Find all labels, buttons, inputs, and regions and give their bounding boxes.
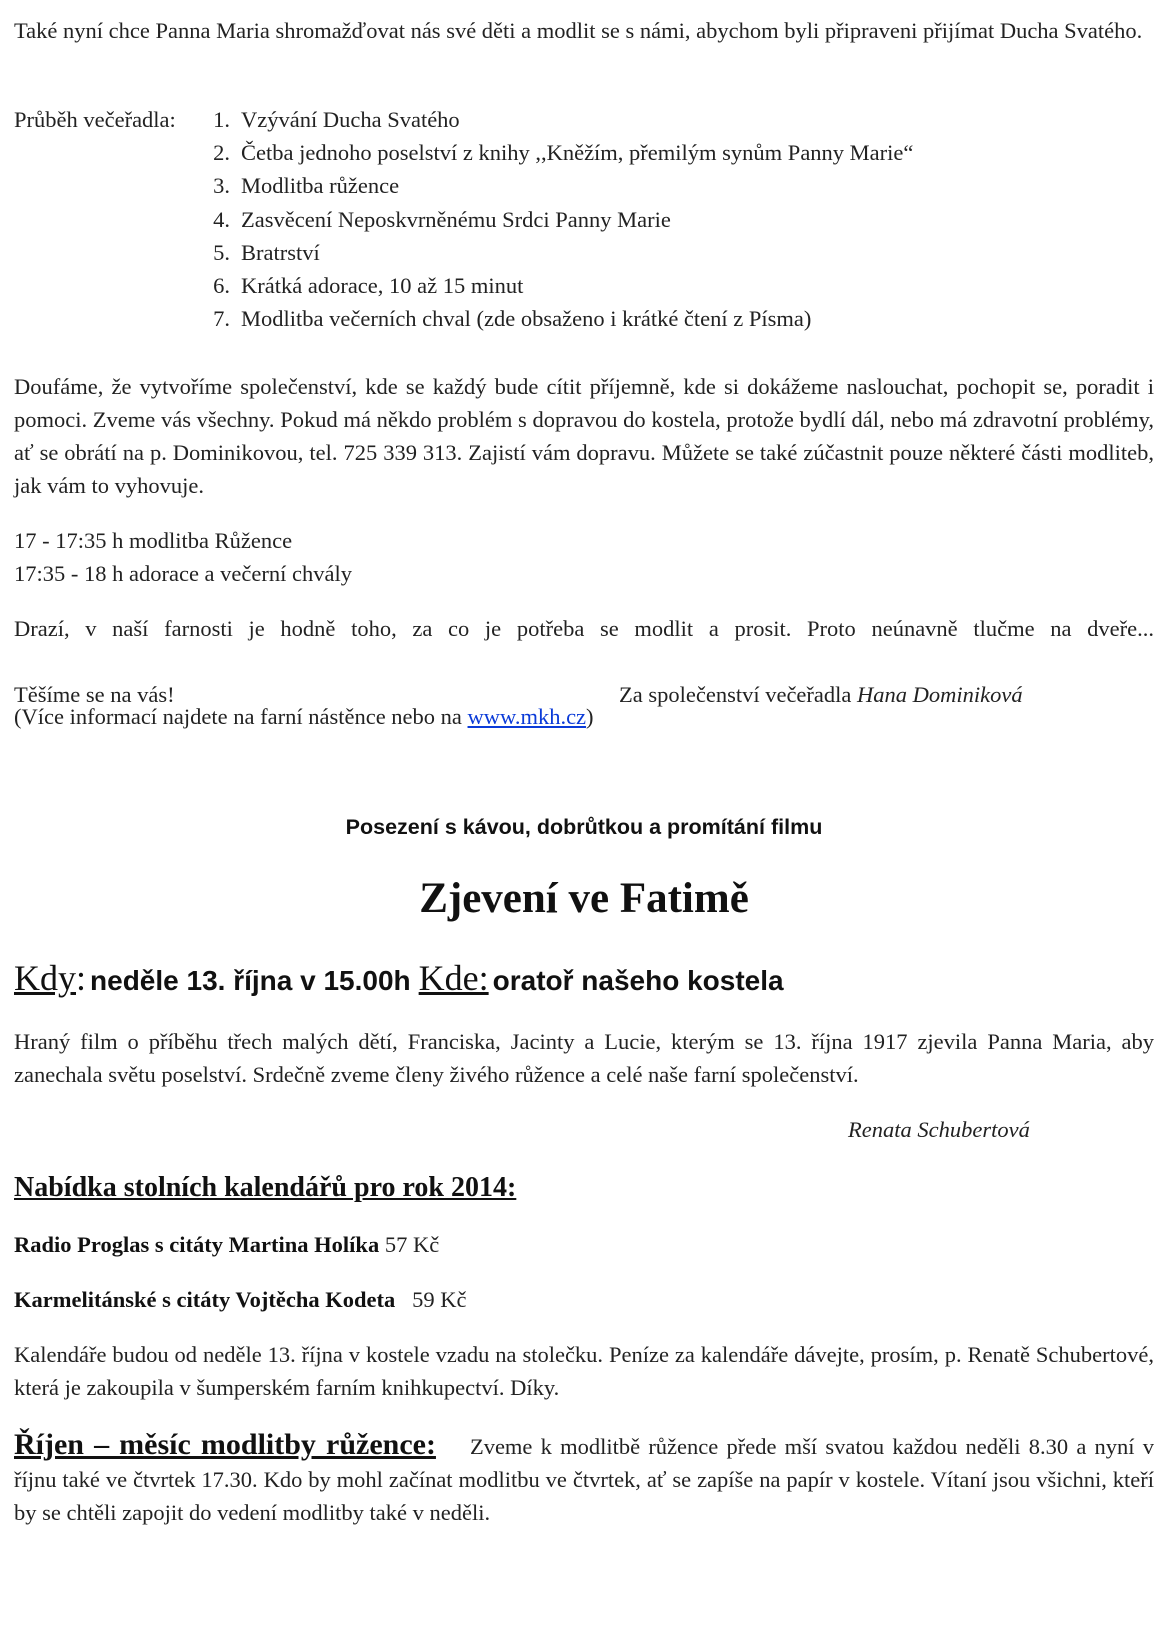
program-label: Průběh večeřadla: — [14, 107, 176, 132]
schedule-line: 17:35 - 18 h adorace a večerní chvály — [14, 561, 352, 586]
greeting-text: Těšíme se na vás! — [14, 682, 175, 707]
list-item-text: Modlitba růžence — [241, 173, 400, 199]
list-item — [204, 302, 1154, 335]
program-list — [204, 103, 1154, 335]
schedule-line: 17 - 17:35 h modlitba Růžence — [14, 528, 293, 553]
more-info-prefix: (Více informací najdete na farní nástěnce nebo na — [14, 704, 462, 729]
more-info-line — [14, 700, 594, 733]
list-item-number: 3. — [213, 173, 230, 199]
list-item-text: Modlitba večerních chval (zde obsaženo i krátké čtení z Písma) — [241, 306, 812, 332]
list-item — [204, 203, 1154, 236]
signature-name: Hana Dominiková — [857, 682, 1023, 707]
list-item-text: Četba jednoho poselství z knihy ,,Kněžím, přemilým synům Panny Marie“ — [241, 140, 914, 166]
calendar-item — [14, 1283, 466, 1316]
list-item-text: Zasvěcení Neposkvrněnému Srdci Panny Marie — [241, 206, 671, 232]
list-item — [204, 236, 1154, 269]
calendars-heading: Nabídka stolních kalendářů pro rok 2014: — [14, 1172, 517, 1203]
rosary-month-text: Zveme k modlitbě růžence přede mší svatou každou neděli 8.30 a nyní v říjnu také ve čtvrtek 17.30. Kdo by mohl začínat modlitbu ve čtvrtek, ať se zapíše na papír v kostele. Vítaní jsou všichni, kteří by se chtěli zapojit do vedení modlitby také v neděli. — [14, 1434, 1154, 1525]
list-item-number: 2. — [213, 140, 230, 166]
where-label: Kde: — [418, 958, 489, 998]
when-label: Kdy — [14, 958, 76, 998]
list-item-number: 7. — [213, 306, 230, 332]
intro-paragraph: Také nyní chce Panna Maria shromažďovat nás své děti a modlit se s námi, abychom byli připraveni přijímat Ducha Svatého. — [14, 18, 1143, 43]
list-item-number: 1. — [213, 107, 230, 132]
event-subtitle: Posezení s kávou, dobrůtkou a promítání filmu — [345, 815, 823, 839]
calendar-name: Karmelitánské s citáty Vojtěcha Kodeta — [14, 1287, 396, 1312]
schedule-times — [14, 524, 352, 590]
more-info-suffix: ) — [586, 704, 594, 729]
list-item — [204, 103, 1154, 136]
list-item — [204, 169, 1154, 202]
calendar-item — [14, 1228, 439, 1261]
community-paragraph: Doufáme, že vytvoříme společenství, kde se každý bude cítit příjemně, kde si dokážeme naslouchat, pochopit se, poradit i pomoci. Zveme vás všechny. Pokud má někdo problém s dopravou do kostela, protože bydlí dál, nebo má zdravotní problémy, ať se obrátí na p. Dominikovou, tel. 725 339 313. Zajistí vám dopravu. Můžete se také zúčastnit pouze některé části modliteb, jak vám to vyhovuje. — [14, 374, 1154, 498]
list-item-number: 6. — [213, 273, 230, 299]
list-item-text: Krátká adorace, 10 až 15 minut — [241, 273, 524, 299]
list-item-text: Bratrství — [241, 239, 320, 265]
calendar-price: 59 Kč — [412, 1287, 467, 1312]
signature-prefix: Za společenství večeřadla — [619, 682, 852, 707]
event-description: Hraný film o příběhu třech malých dětí, Franciska, Jacinty a Lucie, kterým se 13. října 1917 zjevila Panna Maria, aby zanechala světu poselství. Srdečně zveme členy živého růžence a celé naše farní společenství. — [14, 1029, 1154, 1087]
list-item-number: 4. — [213, 206, 230, 232]
event-title: Zjevení ve Fatimě — [419, 875, 749, 922]
rosary-month-paragraph — [14, 1428, 1154, 1529]
when-value: neděle 13. října v 15.00h — [90, 965, 411, 996]
list-item-text: Vzývání Ducha Svatého — [241, 107, 460, 132]
rosary-month-heading: Říjen – měsíc modlitby růžence: — [14, 1428, 436, 1461]
where-value: oratoř našeho kostela — [492, 965, 784, 996]
event-when-where: Kdy: neděle 13. října v 15.00h Kde: oratoř našeho kostela — [14, 958, 784, 998]
list-item — [204, 136, 1154, 169]
invitation-text: Drazí, v naší farnosti je hodně toho, za co je potřeba se modlit a prosit. Proto neúnavně tlučme na dveře... — [14, 616, 1154, 641]
event-signature: Renata Schubertová — [848, 1117, 1030, 1142]
calendar-price: 57 Kč — [384, 1232, 440, 1257]
list-item-number: 5. — [213, 239, 230, 265]
list-item — [204, 269, 1154, 302]
calendars-note: Kalendáře budou od neděle 13. října v kostele vzadu na stolečku. Peníze za kalendáře dávejte, prosím, p. Renatě Schubertové, která je zakoupila v šumperském farním knihkupectví. Díky. — [14, 1342, 1154, 1400]
website-link[interactable]: www.mkh.cz — [467, 704, 587, 729]
calendar-name: Radio Proglas s citáty Martina Holíka — [14, 1232, 380, 1257]
invitation-paragraph — [14, 612, 1154, 711]
signature — [619, 678, 1023, 711]
